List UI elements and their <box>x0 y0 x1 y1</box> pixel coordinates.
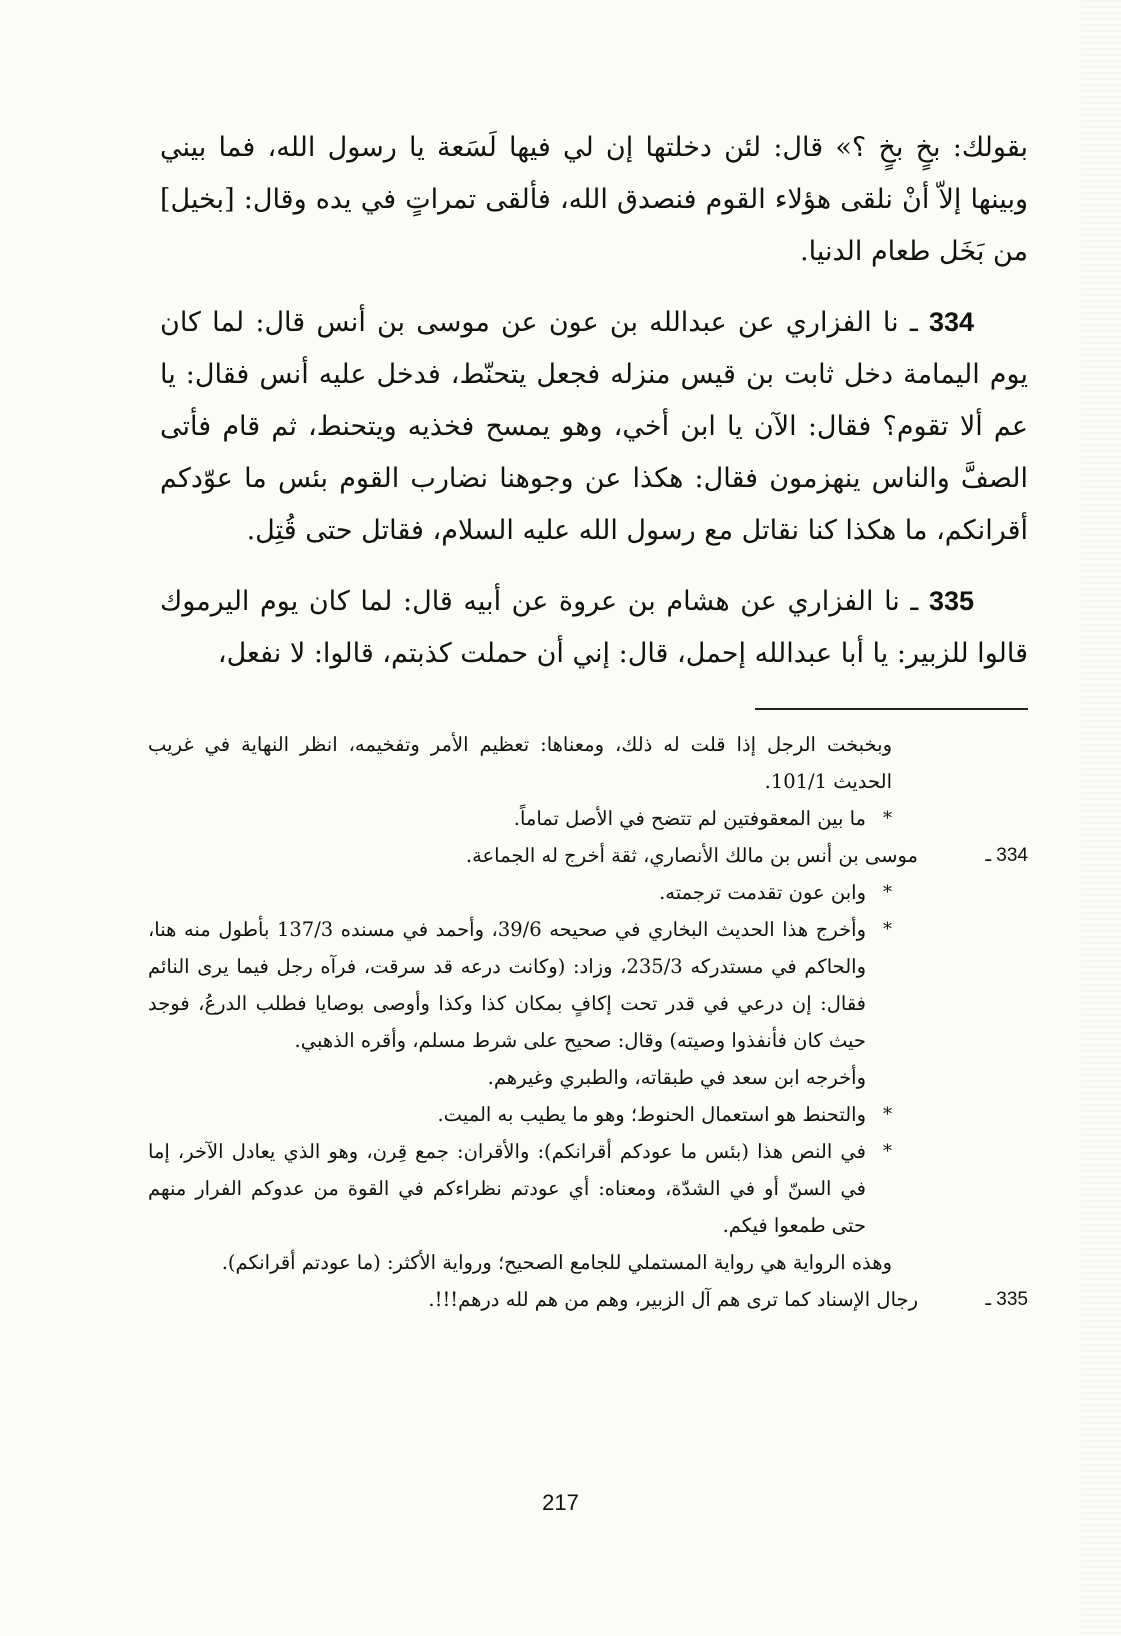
asterisk-icon: * <box>883 1104 892 1125</box>
hadith-number-334: 334 <box>928 307 974 337</box>
paragraph-335-text: ـ نا الفزاري عن هشام بن عروة عن أبيه قال: لما كان يوم اليرموك قالوا للزبير: يا أبا عبدالله إحمل، قال: إني أن حملت كذبتم، قالوا: لا نفعل، <box>160 586 1028 669</box>
paragraph-334-text: ـ نا الفزاري عن عبدالله بن عون عن موسى بن أنس قال: لما كان يوم اليمامة دخل ثابت بن قيس منزله فجعل يتحنّط، فدخل عليه أنس فقال: يا عم ألا تقوم؟ فقال: الآن يا ابن أخي، وهو يمسح فخذيه ويتحنط، ثم قام فأتى الصفَّ والناس ينهزمون فقال: هكذا عن وجوهنا نضارب القوم بئس ما عوّدكم أقرانكم، ما هكذا كنا نقاتل مع رسول الله عليه السلام، فقاتل حتى قُتِل. <box>160 307 1028 546</box>
footnote-item: * والتحنط هو استعمال الحنوط؛ وهو ما يطيب به الميت. <box>148 1096 1028 1133</box>
main-text <box>160 122 1028 680</box>
paragraph-334 <box>160 296 1028 557</box>
footnote-continuation: وبخبخت الرجل إذا قلت له ذلك، ومعناها: تعظيم الأمر وتفخيمه، انظر النهاية في غريب الحديث 101/1. <box>148 733 892 793</box>
footnote-item: * وأخرج هذا الحديث البخاري في صحيحه 39/6، وأحمد في مسنده 137/3 بأطول منه هنا، والحاكم في مستدركه 235/3، وزاد: (وكانت درعه قد سرقت، فرآه رجل فيما يرى النائم فقال: إن درعي في قدر تحت إكافٍ بمكان كذا وكذا وأوصى بوصايا فطلب الدرعُ، فوجد حيث كان فأنفذوا وصيته) وقال: صحيح على شرط مسلم، وأقره الذهبي. <box>148 911 1028 1059</box>
footnote-number-334: 334 ـ <box>985 845 1028 866</box>
footnote-item: * ما بين المعقوفتين لم تتضح في الأصل تماماً. <box>148 800 1028 837</box>
asterisk-icon: * <box>883 919 892 940</box>
page-number: 217 <box>542 1490 579 1515</box>
page-edge-scan-texture <box>1081 0 1121 1636</box>
footnote-item: * وابن عون تقدمت ترجمته. <box>148 874 1028 911</box>
asterisk-icon: * <box>883 808 892 829</box>
footnote-334: 334 ـ موسى بن أنس بن مالك الأنصاري، ثقة أخرج له الجماعة. <box>148 837 1028 874</box>
footnote-number-335: 335 ـ <box>985 1289 1028 1310</box>
paragraph-335 <box>160 575 1028 680</box>
footnote-separator <box>755 708 1028 710</box>
asterisk-icon: * <box>883 882 892 903</box>
paragraph-continuation: بقولك: بخٍ بخٍ ؟» قال: لئن دخلتها إن لي فيها لَسَعة يا رسول الله، فما بيني وبينها إلاّ أنْ نلقى هؤلاء القوم فنصدق الله، فألقى تمراتٍ في يده وقال: [بخيل] من بَخَل طعام الدنيا. <box>160 132 1028 267</box>
asterisk-icon: * <box>883 1141 892 1162</box>
footnote-item: * في النص هذا (بئس ما عودكم أقرانكم): والأقران: جمع قِرن، وهو الذي يعادل الآخر، إما في السنّ أو في الشدّة، ومعناه: أي عودتم نظراءكم في القوة من عدوكم الفرار منهم حتى طمعوا فيكم. <box>148 1133 1028 1244</box>
footnote-line: وأخرجه ابن سعد في طبقاته، والطبري وغيرهم. <box>487 1066 866 1089</box>
footnote-335: 335 ـ رجال الإسناد كما ترى هم آل الزبير، وهم من هم لله درهم!!!. <box>148 1281 1028 1318</box>
footnote-line: وهذه الرواية هي رواية المستملي للجامع الصحيح؛ ورواية الأكثر: (ما عودتم أقرانكم). <box>221 1251 892 1274</box>
hadith-number-335: 335 <box>928 586 974 616</box>
footnotes <box>148 726 1028 1318</box>
